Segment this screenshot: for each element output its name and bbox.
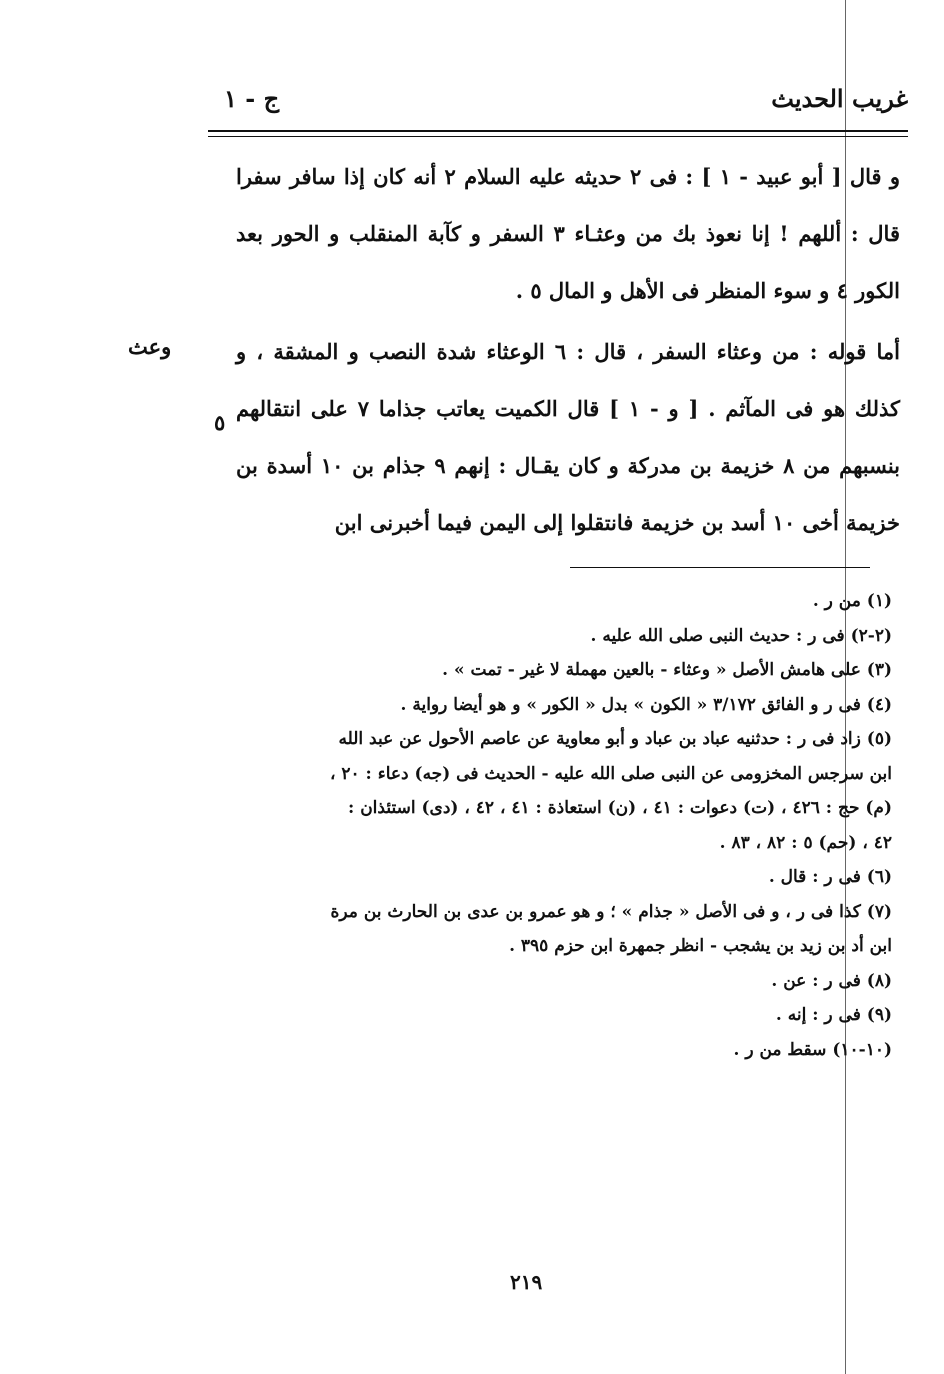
main-text: [236, 148, 900, 551]
paragraph-2: أما قوله : من وعثاء السفر ، قال : ٦ الوعثاء شدة النصب و المشقة ، و كذلك هو فى المآثم . [ و - ١ ] قال الكميت يعاتب جذاما ٧ على انتقالهم بنسبهم من ٨ خزيمة بن مدركة و كان يقـال : إنهم ٩ جذام بن ١٠ أسدة بن خزيمة أخى ١٠ أسد بن خزيمة فانتقلوا إلى اليمن فيما أخبرنى ابن: [236, 339, 901, 535]
footnote-line: (٤) فى ر و الفائق ٣/١٧٢ « الكون » بدل « الكور » و هو أيضا رواية .: [400, 694, 892, 715]
margin-keyword: وعث: [128, 334, 172, 359]
paragraph-1: و قال [ أبو عبيد - ١ ] : فى ٢ حديثه عليه السلام ٢ أنه كان إذا سافر سفرا قال : أللهم ! إنا نعوذ بك من وعثـاء ٣ السفر و كآبة المنقلب و الحور بعد الكور ٤ و سوء المنظر فى الأهل و المال ٥ .: [236, 164, 900, 303]
page-number: ٢١٩: [510, 1270, 543, 1294]
footnote-line: (٦) فى ر : قال .: [768, 867, 892, 887]
margin-line-number: ٥: [214, 410, 226, 435]
footnote-line: (٩) فى ر : إنه .: [775, 1005, 892, 1025]
footnote-line: (٥) زاد فى ر : حدثنيه عباد بن عباد و أبو معاوية عن عاصم الأحول عن عبد الله: [338, 729, 892, 749]
footnote-line: (٧) كذا فى ر ، و فى الأصل « جذام » ؛ و هو عمرو بن عدى بن الحارث بن مرة: [330, 901, 892, 922]
footnote-line: (٢-٢) فى ر : حديث النبى صلى الله عليه .: [590, 625, 892, 646]
footnote-separator: [570, 567, 870, 568]
footnotes: [232, 584, 892, 1067]
footnote-line: (م) حج : ٤٢٦ ، (ت) دعوات : ٤١ ، (ن) استعاذة : ٤١ ، ٤٢ ، (دى) استئذان :: [348, 798, 892, 818]
header-rule-thick: [208, 130, 908, 132]
running-header: [208, 80, 908, 122]
header-rule-thin: [208, 136, 908, 137]
volume-number: ج - ١: [224, 84, 280, 113]
footnote-line: ابن سرجس المخزومى عن النبى صلى الله عليه - الحديث فى (جه) دعاء : ٢٠ ،: [329, 763, 892, 784]
book-title: غريب الحديث: [771, 84, 908, 113]
footnote-line: (١٠-١٠) سقط من ر .: [733, 1039, 892, 1060]
footnote-line: (٨) فى ر : عن .: [771, 970, 892, 991]
footnote-line: (١) من ر .: [812, 591, 892, 611]
footnote-line: ابن أد بن زيد بن يشجب - انظر جمهرة ابن حزم ٣٩٥ .: [509, 936, 892, 956]
footnote-line: ٤٢ ، (حم) ٥ : ٨٢ ، ٨٣ .: [719, 832, 892, 853]
footnote-line: (٣) على هامش الأصل « وعثاء - بالعين مهملة لا غير - تمت » .: [442, 660, 892, 680]
